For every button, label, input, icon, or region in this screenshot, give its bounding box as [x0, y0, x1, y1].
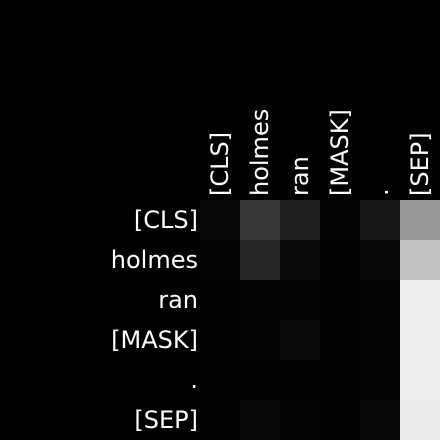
x-tick-label: [MASK] — [326, 109, 354, 196]
y-tick-label: [SEP] — [134, 406, 198, 434]
heatmap-cell-2-3 — [320, 280, 360, 320]
heatmap-cell-4-5 — [400, 360, 440, 400]
x-tick-label: [SEP] — [406, 132, 434, 196]
x-tick-label: [CLS] — [206, 131, 234, 196]
heatmap-cell-1-4 — [360, 240, 400, 280]
heatmap-cell-3-2 — [280, 320, 320, 360]
y-tick-label: ran — [158, 286, 198, 314]
heatmap-cell-5-5 — [400, 400, 440, 440]
heatmap-cell-4-0 — [200, 360, 240, 400]
heatmap-cell-2-5 — [400, 280, 440, 320]
y-tick-labels — [111, 206, 198, 434]
heatmap-cell-2-2 — [280, 280, 320, 320]
y-tick-label: [MASK] — [111, 326, 198, 354]
heatmap-cell-1-5 — [400, 240, 440, 280]
x-tick-label: ran — [286, 156, 314, 196]
heatmap-cell-1-0 — [200, 240, 240, 280]
heatmap-cell-4-1 — [240, 360, 280, 400]
heatmap-cell-2-0 — [200, 280, 240, 320]
heatmap-cell-4-3 — [320, 360, 360, 400]
heatmap-cell-3-3 — [320, 320, 360, 360]
heatmap-cell-2-4 — [360, 280, 400, 320]
heatmap-cell-0-1 — [240, 200, 280, 240]
y-tick-label: holmes — [110, 246, 198, 274]
heatmap-cell-3-0 — [200, 320, 240, 360]
heatmap-cell-4-2 — [280, 360, 320, 400]
heatmap-cell-5-2 — [280, 400, 320, 440]
heatmap-cell-5-4 — [360, 400, 400, 440]
heatmap-cell-4-4 — [360, 360, 400, 400]
x-tick-labels — [206, 109, 434, 196]
heatmap-cell-5-1 — [240, 400, 280, 440]
heatmap-cell-3-4 — [360, 320, 400, 360]
y-tick-label: . — [190, 366, 198, 394]
heatmap-cell-1-3 — [320, 240, 360, 280]
heatmap-cell-0-4 — [360, 200, 400, 240]
x-tick-label: holmes — [246, 108, 274, 196]
heatmap-cell-0-0 — [200, 200, 240, 240]
heatmap-cell-5-0 — [200, 400, 240, 440]
heatmap-cell-5-3 — [320, 400, 360, 440]
heatmap-cell-3-5 — [400, 320, 440, 360]
heatmap-cells — [200, 200, 440, 440]
heatmap-cell-0-2 — [280, 200, 320, 240]
heatmap-cell-3-1 — [240, 320, 280, 360]
heatmap-cell-2-1 — [240, 280, 280, 320]
y-tick-label: [CLS] — [133, 206, 198, 234]
x-tick-label: . — [366, 188, 394, 196]
heatmap-cell-0-3 — [320, 200, 360, 240]
heatmap-cell-0-5 — [400, 200, 440, 240]
heatmap-cell-1-2 — [280, 240, 320, 280]
heatmap-cell-1-1 — [240, 240, 280, 280]
